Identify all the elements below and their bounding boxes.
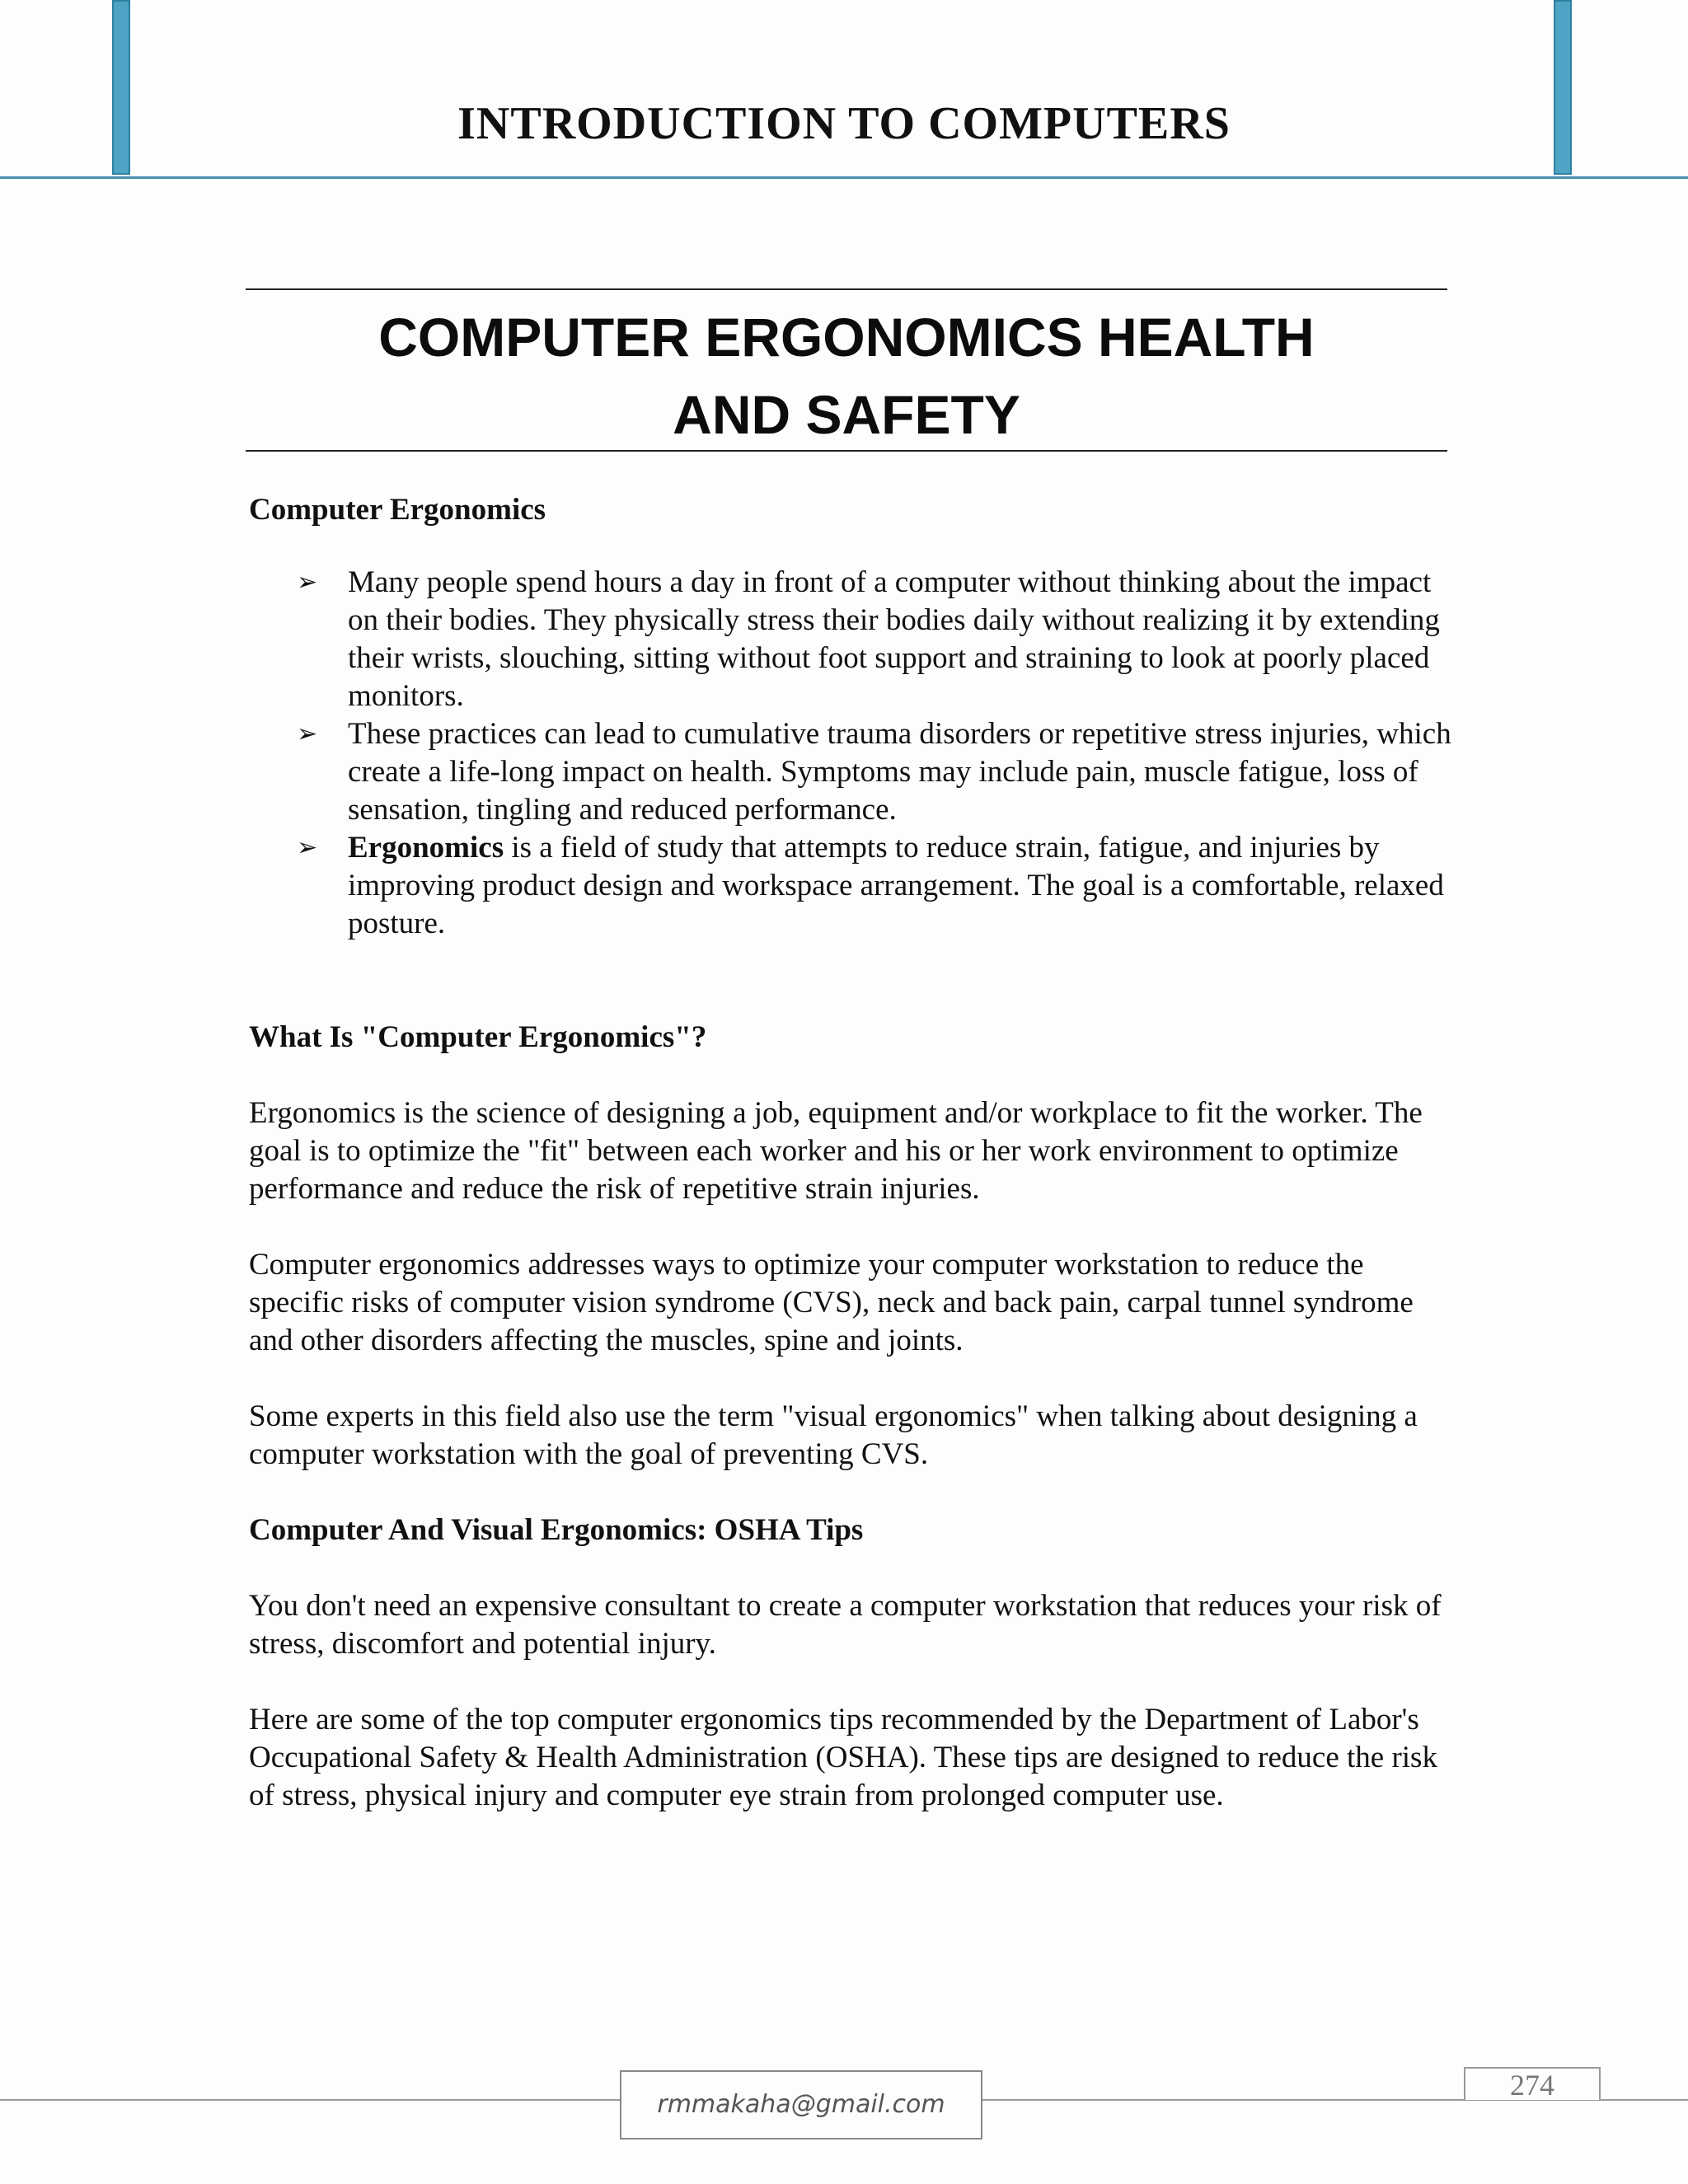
list-item xyxy=(297,829,1452,943)
arrowhead-bullet-icon: ➢ xyxy=(297,719,318,748)
list-item xyxy=(297,715,1452,829)
bullet-list xyxy=(249,564,1452,943)
list-item xyxy=(297,564,1452,715)
paragraph: Ergonomics is the science of designing a job, equipment and/or workplace to fit the worker. The goal is to optimize the "fit" between each worker and his or her work environment to optimize performance and reduce the risk of repetitive strain injuries. xyxy=(249,1096,1423,1206)
section-heading-osha-tips: Computer And Visual Ergonomics: OSHA Tips xyxy=(249,1513,864,1547)
list-item-bold-term: Ergonomics xyxy=(348,831,504,865)
chapter-title-box xyxy=(246,288,1447,452)
arrowhead-bullet-icon: ➢ xyxy=(297,833,318,862)
page-header xyxy=(0,0,1688,181)
footer-email: rmmakaha@gmail.com xyxy=(620,2070,982,2139)
list-item-text: is a field of study that attempts to reduce strain, fatigue, and injuries by improving product design and workspace arrangement. The goal is a comfortable, relaxed posture. xyxy=(348,831,1444,940)
paragraph: You don't need an expensive consultant to create a computer workstation that reduces your risk of stress, discomfort and potential injury. xyxy=(249,1589,1442,1661)
section-heading-what-is: What Is "Computer Ergonomics"? xyxy=(249,1020,707,1054)
arrowhead-bullet-icon: ➢ xyxy=(297,568,318,597)
list-item-text: These practices can lead to cumulative trauma disorders or repetitive stress injuries, which create a life-long impact on health. Symptoms may include pain, muscle fatigue, loss of sensation, tingling and reduced performance. xyxy=(348,717,1451,827)
chapter-title-line-2: AND SAFETY xyxy=(673,384,1020,445)
page-body xyxy=(249,491,1452,1815)
section-heading-computer-ergonomics: Computer Ergonomics xyxy=(249,493,546,527)
paragraph: Computer ergonomics addresses ways to optimize your computer workstation to reduce the specific risks of computer vision syndrome (CVS), neck and back pain, carpal tunnel syndrome and other disorders affecting the muscles, spine and joints. xyxy=(249,1248,1414,1357)
paragraph: Some experts in this field also use the term "visual ergonomics" when talking about designing a computer workstation with the goal of preventing CVS. xyxy=(249,1399,1418,1471)
running-header-title: INTRODUCTION TO COMPUTERS xyxy=(457,98,1231,149)
chapter-title-line-1: COMPUTER ERGONOMICS HEALTH xyxy=(378,307,1315,368)
header-rule xyxy=(0,176,1688,179)
page-number: 274 xyxy=(1464,2067,1601,2100)
paragraph: Here are some of the top computer ergonomics tips recommended by the Department of Labor's Occupational Safety & Health Administration (OSHA). These tips are designed to reduce the risk of stress, physical injury and computer eye strain from prolonged computer use. xyxy=(249,1703,1437,1812)
list-item-text: Many people spend hours a day in front of a computer without thinking about the impact on their bodies. They physically stress their bodies daily without realizing it by extending their wrists, slouching, sitting without foot support and straining to look at poorly placed monitors. xyxy=(348,565,1440,713)
